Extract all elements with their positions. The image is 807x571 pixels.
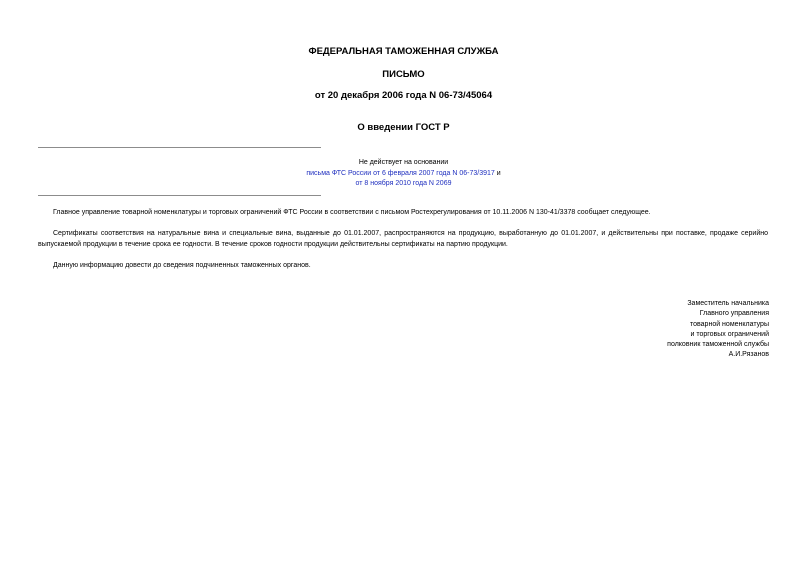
- signature-line-position: Заместитель начальника: [687, 300, 769, 307]
- body-paragraph-3: Данную информацию довести до сведения подчиненных таможенных органов.: [53, 262, 311, 269]
- status-link-2[interactable]: от 8 ноября 2010 года N 2069: [355, 180, 452, 187]
- status-note: [0, 158, 807, 190]
- document-date-number: от 20 декабря 2006 года N 06-73/45064: [314, 90, 493, 101]
- document-type: ПИСЬМО: [382, 69, 425, 80]
- document-subject: О введении ГОСТ Р: [357, 122, 450, 133]
- top-divider: [38, 147, 321, 148]
- signature-line-department-2: товарной номенклатуры: [690, 320, 769, 328]
- status-connector: и: [494, 169, 501, 177]
- bottom-divider: [38, 195, 321, 196]
- agency-title: ФЕДЕРАЛЬНАЯ ТАМОЖЕННАЯ СЛУЖБА: [308, 46, 499, 57]
- status-links-row: [0, 169, 807, 180]
- signature-block: [667, 299, 769, 361]
- signature-line-rank: полковник таможенной службы: [667, 341, 769, 349]
- body-paragraph-2: Сертификаты соответствия на натуральные вина и специальные вина, выданные до 01.01.2007, распространяются на продукцию, выработанную до 01.01.2007, и действительны при поставке, продаже серийно выпускаемой продукции в течение срока ее годности. В течение сроков годности продукции действительны сертификаты на партию продукции.: [38, 230, 768, 248]
- signature-line-name: А.И.Рязанов: [728, 351, 769, 359]
- status-link-1[interactable]: письма ФТС России от 6 февраля 2007 года N 06-73/3917: [306, 169, 495, 177]
- signature-line-department: Главного управления: [699, 310, 769, 318]
- status-line: Не действует на основании: [358, 159, 449, 166]
- signature-line-department-3: и торговых ограничений: [690, 330, 769, 338]
- body-paragraph-1: Главное управление товарной номенклатуры и торговых ограничений ФТС России в соответствии с письмом Ростехрегулирования от 10.11.2006 N 130-41/3378 сообщает следующее.: [53, 209, 651, 216]
